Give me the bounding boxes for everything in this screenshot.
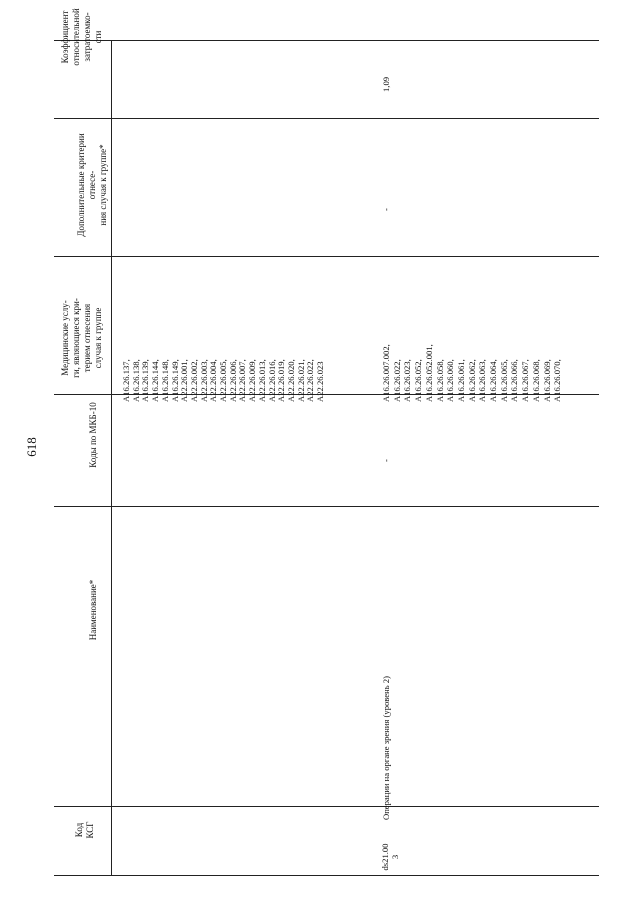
- list-item: A16.26.062,: [466, 359, 477, 402]
- list-item: A22.26.001,: [179, 359, 190, 402]
- header-code-line: КСГ: [85, 821, 95, 839]
- list-item: A16.26.144,: [150, 359, 161, 402]
- header-name-line: Наименование*: [88, 579, 98, 641]
- header-coefficient-line: относительной: [71, 8, 81, 66]
- list-item: A16.26.066,: [509, 359, 520, 402]
- list-item: A16.26.069,: [541, 359, 552, 402]
- header-mkb-line: Коды по МКБ-10: [88, 402, 98, 468]
- list-item: A16.26.070,: [552, 359, 563, 402]
- list-item: A16.26.138,: [130, 359, 141, 402]
- list-item: A16.26.061,: [455, 359, 466, 402]
- list-item: A16.26.023,: [402, 359, 413, 402]
- list-item: A16.26.068,: [530, 359, 541, 402]
- table-rule: [54, 118, 599, 119]
- table-rule: [54, 806, 599, 807]
- header-criteria-line: Дополнительные критерии отнесе-: [76, 133, 97, 237]
- list-item: A22.26.005,: [218, 359, 229, 402]
- list-item: A16.26.022,: [391, 359, 402, 402]
- list-item: A22.26.020,: [285, 359, 296, 402]
- row-code-line: ds21.00: [380, 843, 390, 871]
- header-services-line: случая к группе: [93, 307, 103, 369]
- table-rule: [54, 875, 599, 876]
- header-services-line: Медицинские услу-: [60, 300, 70, 376]
- table-header-rule: [111, 40, 112, 876]
- header-coefficient-line: Коэффициент: [60, 10, 70, 64]
- list-item: A16.26.007.002,: [381, 344, 391, 402]
- list-item: A22.26.016,: [266, 359, 277, 402]
- list-item: A16.26.149,: [169, 359, 180, 402]
- list-item: A16.26.067,: [520, 359, 531, 402]
- list-item: A16.26.058,: [434, 359, 445, 402]
- list-item: A16.26.063,: [477, 359, 488, 402]
- list-item: A22.26.003,: [198, 359, 209, 402]
- list-item: A16.26.064,: [488, 359, 499, 402]
- header-coefficient-line: затратоемко-: [82, 12, 92, 62]
- header-services-line: терием отнесения: [82, 303, 92, 373]
- list-item: A16.26.052,: [413, 359, 424, 402]
- list-item: A16.26.148,: [159, 359, 170, 402]
- list-item: A22.26.022,: [305, 359, 316, 402]
- list-item: A16.26.065,: [498, 359, 509, 402]
- table-rule: [54, 256, 599, 257]
- header-criteria-line: ния случая к группе*: [98, 144, 108, 226]
- data-table: [54, 40, 599, 876]
- header-code-line: Код: [74, 822, 84, 838]
- row-mkb-text: -: [381, 459, 391, 462]
- list-item: A16.26.060,: [445, 359, 456, 402]
- list-item: A22.26.006,: [227, 359, 238, 402]
- row-name-text: Операции на органе зрения (уровень 2): [381, 676, 391, 820]
- list-item: A22.26.021,: [295, 359, 306, 402]
- list-item: A22.26.002,: [188, 359, 199, 402]
- page-number-text: 618: [24, 437, 39, 457]
- row-code-line: 3: [390, 854, 400, 860]
- list-item: A22.26.019,: [276, 359, 287, 402]
- list-item: A22.26.013,: [256, 359, 267, 402]
- list-item: A16.26.137,: [121, 359, 131, 402]
- list-item: A22.26.004,: [208, 359, 219, 402]
- list-item: A22.26.007,: [237, 359, 248, 402]
- table-rule: [54, 506, 599, 507]
- table-rule: [54, 40, 599, 41]
- header-services-line: ги, являющиеся кри-: [71, 298, 81, 378]
- list-item: A16.26.139,: [140, 359, 151, 402]
- list-item: A16.26.052.001,: [423, 344, 434, 402]
- row-criteria-text: -: [381, 208, 391, 211]
- header-coefficient-line: сти: [93, 30, 103, 44]
- list-item: A22.26.023: [315, 361, 326, 402]
- row-coefficient-text: 1,09: [381, 76, 391, 92]
- list-item: A22.26.009,: [247, 359, 258, 402]
